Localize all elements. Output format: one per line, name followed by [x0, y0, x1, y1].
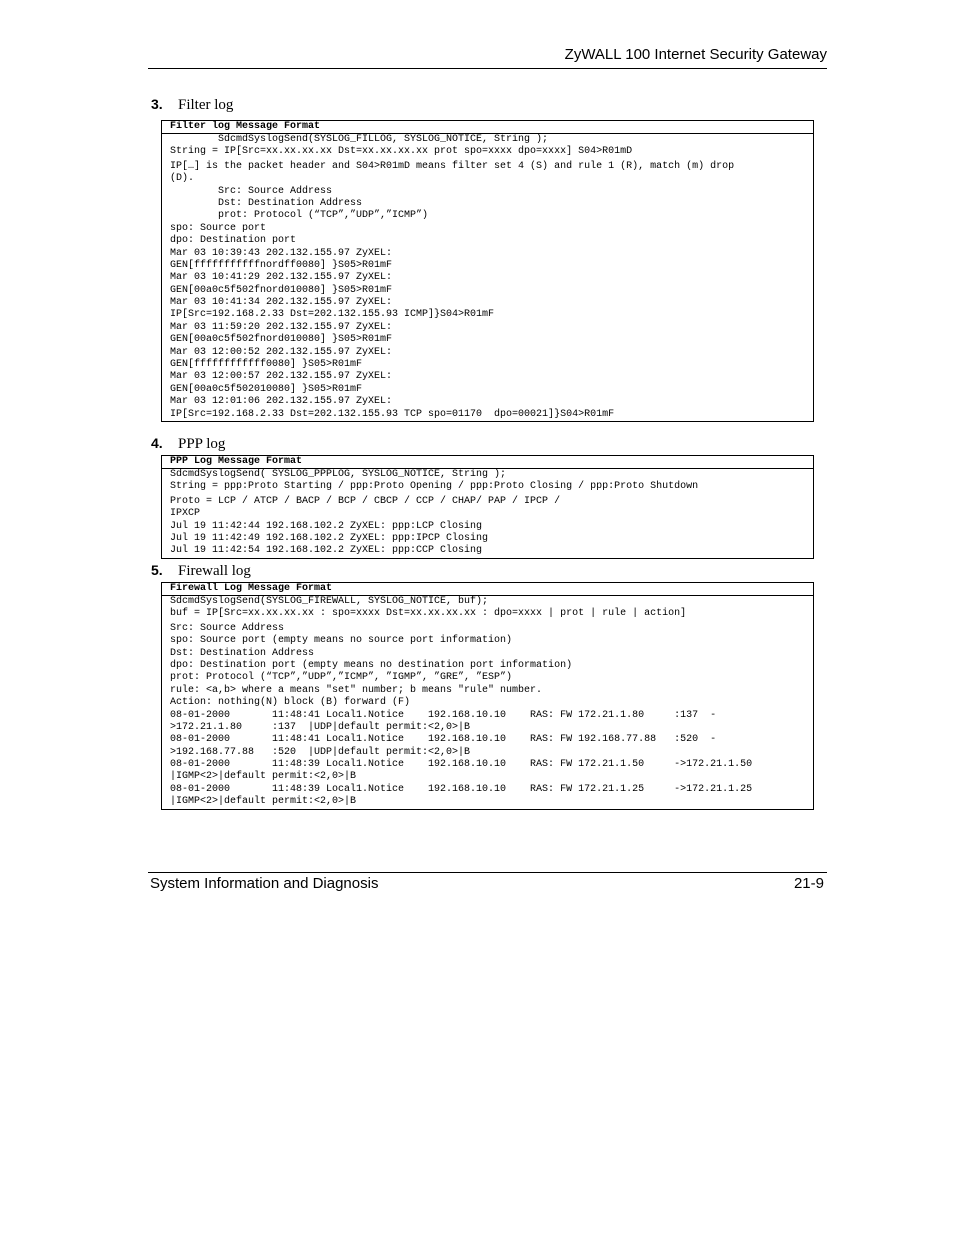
- code-line: SdcmdSyslogSend(SYSLOG_FILLOG, SYSLOG_NOTICE, String );: [170, 134, 549, 145]
- code-line: String = ppp:Proto Starting / ppp:Proto Opening / ppp:Proto Closing / ppp:Proto Shutdown: [170, 481, 699, 493]
- code-line: Action: nothing(N) block (B) forward (F): [170, 697, 411, 709]
- code-line: 08-01-2000 11:48:39 Local1.Notice 192.168.10.10 RAS: FW 172.21.1.25 ->172.21.1.25: [170, 783, 753, 795]
- section-number: 4.: [151, 435, 163, 451]
- running-header-title: ZyWALL 100 Internet Security Gateway: [564, 46, 827, 63]
- section-title: Firewall log: [178, 563, 251, 579]
- code-line: Jul 19 11:42:54 192.168.102.2 ZyXEL: ppp:CCP Closing: [170, 545, 483, 557]
- code-line: GEN[ffffffffffff0080] }S05>R01mF: [170, 359, 363, 371]
- code-line: Src: Source Address: [170, 622, 285, 634]
- code-line: Jul 19 11:42:44 192.168.102.2 ZyXEL: ppp:LCP Closing: [170, 520, 483, 532]
- section-ppp-log-heading: [151, 435, 225, 453]
- code-line: prot: Protocol (“TCP”,”UDP”,”ICMP”, ”IGMP”, ”GRE”, ”ESP”): [170, 672, 513, 684]
- code-line: Mar 03 12:00:52 202.132.155.97 ZyXEL:: [170, 346, 393, 358]
- code-line: dpo: Destination port: [170, 235, 297, 247]
- code-line: spo: Source port: [170, 222, 267, 234]
- box-body: [162, 469, 813, 558]
- box-title: PPP Log Message Format: [162, 456, 813, 469]
- code-line: String = IP[Src=xx.xx.xx.xx Dst=xx.xx.xx.xx prot spo=xxxx dpo=xxxx] S04>R01mD: [170, 146, 633, 158]
- code-line: 08-01-2000 11:48:41 Local1.Notice 192.168.10.10 RAS: FW 172.21.1.80 :137 -: [170, 709, 717, 721]
- section-firewall-log-heading: [151, 562, 251, 580]
- section-filter-log-heading: [151, 96, 233, 114]
- code-line: GEN[00a0c5f502fnord010080] }S05>R01mF: [170, 334, 393, 346]
- code-line: Dst: Destination Address: [170, 647, 315, 659]
- code-line: Jul 19 11:42:49 192.168.102.2 ZyXEL: ppp:IPCP Closing: [170, 532, 489, 544]
- code-line: spo: Source port (empty means no source port information): [170, 635, 513, 647]
- footer-rule: [148, 872, 827, 873]
- code-line: IP[…] is the packet header and S04>R01mD means filter set 4 (S) and rule 1 (R), match (m) drop: [170, 160, 735, 172]
- code-line: >192.168.77.88 :520 |UDP|default permit:<2,0>|B: [170, 746, 471, 758]
- code-line: GEN[fffffffffffnordff0080] }S05>R01mF: [170, 259, 393, 271]
- code-line: rule: <a,b> where a means "set" number; b means "rule" number.: [170, 684, 543, 696]
- code-line: Dst: Destination Address: [170, 197, 363, 209]
- ppp-log-format-box: [161, 455, 814, 559]
- code-line: GEN[00a0c5f502010080] }S05>R01mF: [170, 383, 363, 395]
- footer-chapter-title: System Information and Diagnosis: [150, 875, 379, 892]
- section-title: Filter log: [178, 97, 234, 113]
- box-title: Filter log Message Format: [162, 121, 813, 134]
- code-line: Mar 03 11:59:20 202.132.155.97 ZyXEL:: [170, 321, 393, 333]
- code-line: SdcmdSyslogSend( SYSLOG_PPPLOG, SYSLOG_NOTICE, String );: [170, 469, 507, 480]
- code-line: SdcmdSyslogSend(SYSLOG_FIREWALL, SYSLOG_NOTICE, buf);: [170, 596, 489, 607]
- code-line: Proto = LCP / ATCP / BACP / BCP / CBCP / CCP / CHAP/ PAP / IPCP /: [170, 495, 561, 507]
- code-line: Src: Source Address: [170, 185, 333, 197]
- section-title: PPP log: [178, 436, 226, 452]
- footer-page-number: 21-9: [793, 875, 824, 892]
- code-line: prot: Protocol (“TCP”,”UDP”,”ICMP”): [170, 210, 429, 222]
- code-line: dpo: Destination port (empty means no destination port information): [170, 659, 573, 671]
- section-number: 5.: [151, 562, 163, 578]
- code-line: Mar 03 10:39:43 202.132.155.97 ZyXEL:: [170, 247, 393, 259]
- box-title: Firewall Log Message Format: [162, 583, 813, 596]
- code-line: |IGMP<2>|default permit:<2,0>|B: [170, 796, 357, 808]
- code-line: 08-01-2000 11:48:41 Local1.Notice 192.168.10.10 RAS: FW 192.168.77.88 :520 -: [170, 734, 717, 746]
- code-line: |IGMP<2>|default permit:<2,0>|B: [170, 771, 357, 783]
- code-line: 08-01-2000 11:48:39 Local1.Notice 192.168.10.10 RAS: FW 172.21.1.50 ->172.21.1.50: [170, 759, 753, 771]
- header-rule: [148, 68, 827, 69]
- code-line: IPXCP: [170, 508, 201, 520]
- code-line: IP[Src=192.168.2.33 Dst=202.132.155.93 TCP spo=01170 dpo=00021]}S04>R01mF: [170, 408, 615, 420]
- code-line: Mar 03 12:00:57 202.132.155.97 ZyXEL:: [170, 371, 393, 383]
- code-line: buf = IP[Src=xx.xx.xx.xx : spo=xxxx Dst=xx.xx.xx.xx : dpo=xxxx | prot | rule | action]: [170, 608, 687, 620]
- code-line: Mar 03 10:41:34 202.132.155.97 ZyXEL:: [170, 297, 393, 309]
- firewall-log-format-box: [161, 582, 814, 810]
- code-line: GEN[00a0c5f502fnord010080] }S05>R01mF: [170, 284, 393, 296]
- box-body: [162, 596, 813, 809]
- code-line: >172.21.1.80 :137 |UDP|default permit:<2,0>|B: [170, 721, 471, 733]
- code-line: (D).: [170, 173, 195, 185]
- code-line: Mar 03 12:01:06 202.132.155.97 ZyXEL:: [170, 396, 393, 408]
- section-number: 3.: [151, 96, 163, 112]
- filter-log-format-box: [161, 120, 814, 422]
- code-line: Mar 03 10:41:29 202.132.155.97 ZyXEL:: [170, 272, 393, 284]
- box-body: [162, 134, 813, 421]
- code-line: IP[Src=192.168.2.33 Dst=202.132.155.93 ICMP]}S04>R01mF: [170, 309, 495, 321]
